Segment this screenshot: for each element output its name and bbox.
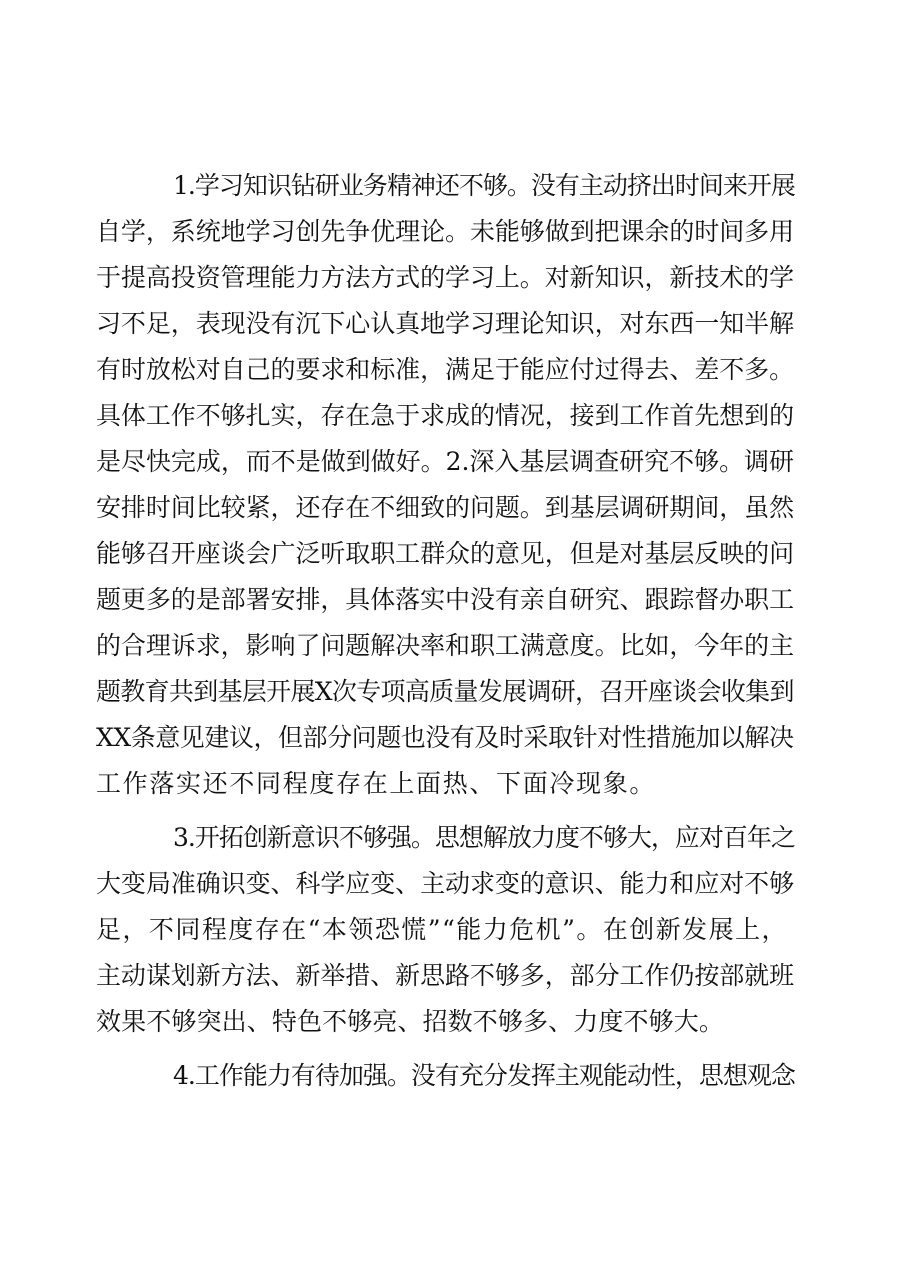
text-line: 主动谋划新方法、新举措、新思路不够多，部分工作仍按部就班 xyxy=(96,961,794,990)
text-line: 3.开拓创新意识不够强。思想解放力度不够大，应对百年之 xyxy=(173,823,795,852)
text-line: 于提高投资管理能力方法方式的学习上。对新知识，新技术的学 xyxy=(96,263,794,292)
text-line: 1.学习知识钻研业务精神还不够。没有主动挤出时间来开展 xyxy=(173,171,795,200)
text-line: 工作落实还不同程度存在上面热、下面冷现象。 xyxy=(96,769,656,798)
text-line: 4.工作能力有待加强。没有充分发挥主观能动性，思想观念 xyxy=(173,1061,795,1090)
text-line: 有时放松对自己的要求和标准，满足于能应付过得去、差不多。 xyxy=(96,355,794,384)
text-line: 大变局准确识变、科学应变、主动求变的意识、能力和应对不够 xyxy=(96,869,794,898)
text-line: 能够召开座谈会广泛听取职工群众的意见，但是对基层反映的问 xyxy=(96,539,794,568)
text-line: 题教育共到基层开展X次专项高质量发展调研，召开座谈会收集到 xyxy=(96,677,794,706)
text-line: 习不足，表现没有沉下心认真地学习理论知识，对东西一知半解 xyxy=(96,309,794,338)
text-line: 足，不同程度存在“本领恐慌”“能力危机”。在创新发展上， xyxy=(96,915,788,944)
text-line: 自学，系统地学习创先争优理论。未能够做到把课余的时间多用 xyxy=(96,217,794,246)
text-line: 的合理诉求，影响了问题解决率和职工满意度。比如，今年的主 xyxy=(96,631,794,660)
text-line: 是尽快完成，而不是做到做好。2.深入基层调查研究不够。调研 xyxy=(96,447,794,476)
text-line: 题更多的是部署安排，具体落实中没有亲自研究、跟踪督办职工 xyxy=(96,585,794,614)
text-line: XX条意见建议，但部分问题也没有及时采取针对性措施加以解决 xyxy=(96,723,794,752)
text-line: 具体工作不够扎实，存在急于求成的情况，接到工作首先想到的 xyxy=(96,401,794,430)
text-line: 安排时间比较紧，还存在不细致的问题。到基层调研期间，虽然 xyxy=(96,493,794,522)
text-line: 效果不够突出、特色不够亮、招数不够多、力度不够大。 xyxy=(96,1007,724,1036)
